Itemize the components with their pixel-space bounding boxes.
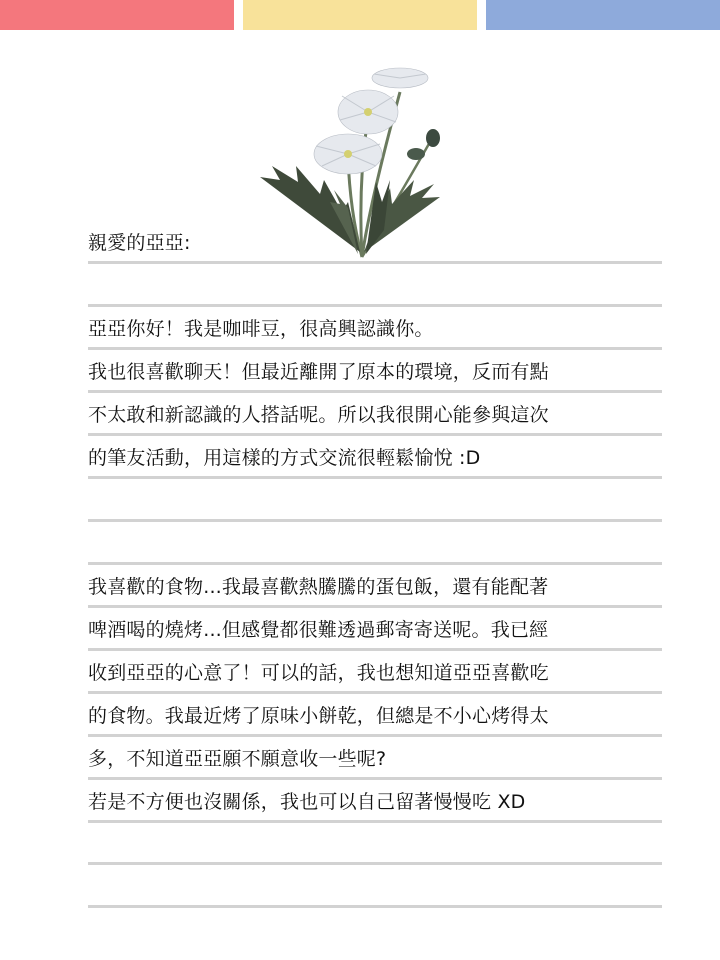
letter-rule bbox=[88, 519, 662, 522]
letter-rule bbox=[88, 862, 662, 865]
letter-rule bbox=[88, 347, 662, 350]
letter-rule bbox=[88, 777, 662, 780]
letter-rule bbox=[88, 905, 662, 908]
letter-line: 的筆友活動，用這樣的方式交流很輕鬆愉悅 :D bbox=[88, 447, 481, 469]
letter-rule bbox=[88, 820, 662, 823]
letter-line: 收到亞亞的心意了！可以的話，我也想知道亞亞喜歡吃 bbox=[88, 662, 549, 684]
letter-rule bbox=[88, 648, 662, 651]
header-color-bars bbox=[0, 0, 720, 30]
letter-line: 不太敢和新認識的人搭話呢。所以我很開心能參與這次 bbox=[88, 404, 549, 426]
letter-line: 若是不方便也沒關係，我也可以自己留著慢慢吃 XD bbox=[88, 791, 526, 813]
letter-line: 我喜歡的食物...我最喜歡熱騰騰的蛋包飯，還有能配著 bbox=[88, 576, 549, 598]
letter-rule bbox=[88, 261, 662, 264]
letter-rule bbox=[88, 605, 662, 608]
letter-rule bbox=[88, 562, 662, 565]
letter-salutation: 親愛的亞亞: bbox=[88, 232, 191, 254]
letter-rule bbox=[88, 390, 662, 393]
header-bar-red bbox=[0, 0, 234, 30]
letter-line: 我也很喜歡聊天！但最近離開了原本的環境，反而有點 bbox=[88, 361, 549, 383]
header-bar-yellow bbox=[243, 0, 477, 30]
letter-line: 多，不知道亞亞願不願意收一些呢? bbox=[88, 748, 387, 770]
letter-rule bbox=[88, 304, 662, 307]
letter-line: 啤酒喝的燒烤...但感覺都很難透過郵寄寄送呢。我已經 bbox=[88, 619, 549, 641]
letter-line: 的食物。我最近烤了原味小餅乾，但總是不小心烤得太 bbox=[88, 705, 549, 727]
letter-rule bbox=[88, 433, 662, 436]
letter-line: 亞亞你好！我是咖啡豆，很高興認識你。 bbox=[88, 318, 434, 340]
letter-rule bbox=[88, 734, 662, 737]
letter-rule bbox=[88, 476, 662, 479]
header-bar-blue bbox=[486, 0, 720, 30]
letter-rule bbox=[88, 691, 662, 694]
